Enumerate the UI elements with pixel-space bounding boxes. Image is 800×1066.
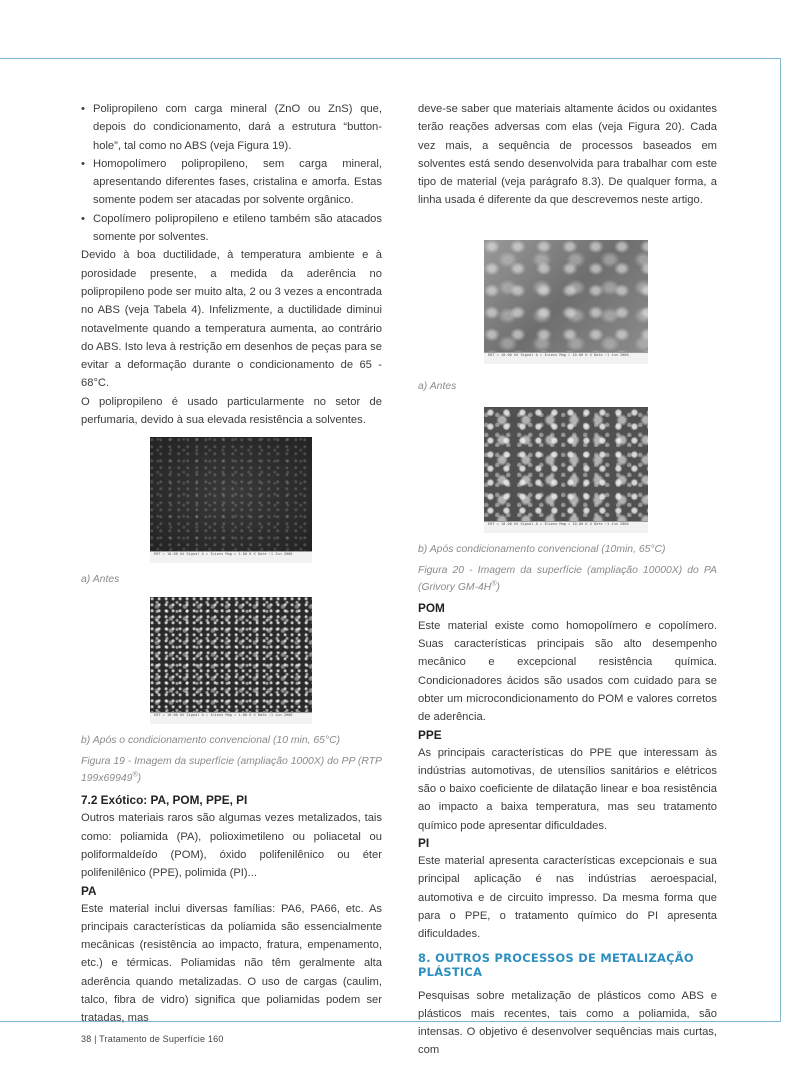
section-7-2-heading: 7.2 Exótico: PA, POM, PPE, PI (81, 793, 248, 808)
body-paragraph: Pesquisas sobre metalização de plásticos como ABS e plásticos mais recentes, tais como a poliamida, são intensas. O objetivo é desenvolver sequências mais curtas, com (418, 989, 717, 1057)
sem-image-fig19-a (150, 437, 312, 563)
body-paragraph: Este material existe como homopolímero e copolímero. Suas características principais são alto desempenho mecânico e excepcional resistência química. Condicionadores ácidos são usados com cuidado para se obter um microcondicionamento do POM e valores corretos de aderência. (418, 619, 717, 724)
body-paragraph: As principais características do PPE que interessam às indústrias automotivas, de utensílios sanitários e elétricos são o baixo coeficiente de dilatação linear e boa resistência ao impacto a baixa temperatura, mas seu tratamento químico pode apresentar dificuldades. (418, 746, 717, 832)
pom-heading: POM (418, 600, 445, 615)
bullet-item: • Copolímero polipropileno e etileno também são atacados somente por solventes. (81, 210, 382, 247)
body-paragraph: Outros materiais raros são algumas vezes metalizados, tais como: poliamida (PA), polioximetileno ou poliacetal ou poliformaldeído (POM), óxido polifenilênico ou éter polifenilênico (PPE), polimida (PI)... (81, 812, 382, 880)
pi-heading: PI (418, 836, 430, 851)
sem-info-bar: EHT = 10.00 kV Signal A = InLens Mag = 10.00 K X Date :1 Jun 2006 (484, 352, 648, 364)
right-column (418, 100, 717, 1060)
left-column (81, 100, 382, 1028)
pp-bullet-list (81, 100, 382, 246)
figure-caption-b: b) Após condicionamento convencional (10min, 65°C) (418, 543, 666, 555)
pa-heading: PA (81, 883, 97, 898)
body-paragraph: Este material inclui diversas famílias: PA6, PA66, etc. As principais características da poliamida são essencialmente mecânicas (resistência ao impacto, fratura, empenamento, etc.) e térmicas. Poliamidas não têm geralmente alta aderência quando metalizadas. O uso de cargas (caulim, talco, fibra de vidro) significa que poliamidas podem ser tratadas, mas (81, 902, 382, 1025)
body-paragraph: O polipropileno é usado particularmente no setor de perfumaria, devido à sua elevada resistência a solventes. (81, 395, 382, 427)
figure-caption-a: a) Antes (418, 380, 457, 392)
figure-caption-a: a) Antes (81, 574, 120, 586)
section-8-heading: 8. OUTROS PROCESSOS DE METALIZAÇÃO PLÁSTICA (418, 950, 694, 979)
sem-info-bar: EHT = 10.00 kV Signal A = InLens Mag = 1.00 K X Date :1 Jun 2006 (150, 712, 312, 724)
ppe-heading: PPE (418, 727, 442, 742)
sem-image-fig20-b (484, 407, 648, 533)
sem-image-fig20-a (484, 240, 648, 364)
body-paragraph: Devido à boa ductilidade, à temperatura ambiente e à porosidade presente, a medida da aderência no polipropileno pode ser muito alta, 2 ou 3 vezes a encontrada no ABS (veja Tabela 4). Infelizmente, a ductilidade diminui notavelmente quando a temperatura aumenta, ao contrário do ABS. Isto leva à restrição em desenhos de peças para se evitar a deformação durante o condicionamento de 65 - 68°C. (81, 249, 382, 390)
body-paragraph: deve-se saber que materiais altamente ácidos ou oxidantes terão reações adversas com elas (veja Figura 20). Cada vez mais, a sequência de processos baseados em solventes está sendo desenvolvida para trabalhar com este tipo de material (veja parágrafo 8.3). De qualquer forma, a linha usada é diferente da que descrevemos neste artigo. (418, 103, 717, 207)
figure-caption-b: b) Após o condicionamento convencional (10 min, 65°C) (81, 735, 341, 747)
sem-info-bar: EHT = 10.00 kV Signal A = InLens Mag = 10.00 K X Date :1 Jun 2006 (484, 521, 648, 533)
body-paragraph: Este material apresenta características excepcionais e sua principal aplicação é nas indústrias aeroespacial, automotiva e de circuito impresso. Da mesma forma que para o PPE, o tratamento químico do PI apresenta dificuldades. (418, 855, 717, 941)
sem-image-fig19-b (150, 597, 312, 724)
bullet-item: • Polipropileno com carga mineral (ZnO ou ZnS) que, depois do condicionamento, dará a estrutura “button-hole”, tal como no ABS (veja Figura 19). (81, 100, 382, 155)
figure-19-caption: Figura 19 - Imagem da superfície (ampliação 1000X) do PP (RTP 199x69949®) (81, 756, 382, 785)
bullet-item: • Homopolímero polipropileno, sem carga mineral, apresentando diferentes fases, cristalina e amorfa. Estas somente podem ser atacadas por solvente orgânico. (81, 155, 382, 210)
figure-20-caption: Figura 20 - Imagem da superfície (ampliação 10000X) do PA (Grivory GM-4H®) (418, 564, 717, 593)
page-footer: 38 | Tratamento de Superfície 160 (81, 1034, 224, 1044)
sem-info-bar: EHT = 10.00 kV Signal A = InLens Mag = 1.00 K X Date :1 Jun 2006 (150, 551, 312, 563)
